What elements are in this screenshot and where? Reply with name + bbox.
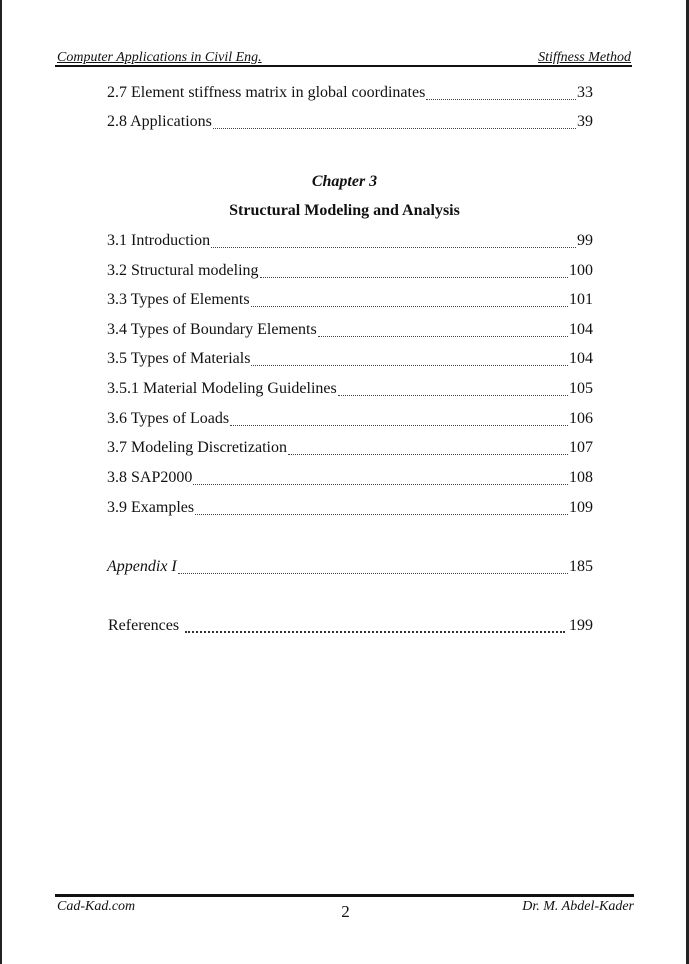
footer-rule <box>55 894 634 897</box>
toc-entry[interactable] <box>107 291 593 313</box>
toc-entry-page: 199 <box>569 617 593 634</box>
toc-entry-appendix[interactable] <box>107 558 593 580</box>
toc-entry[interactable] <box>107 232 593 254</box>
toc-entry-title: 3.9 Examples <box>107 499 195 516</box>
toc-entry-references[interactable] <box>108 617 593 639</box>
toc-entry-page: 101 <box>569 291 593 308</box>
chapter-title: Structural Modeling and Analysis <box>229 202 460 219</box>
footer-website: Cad-Kad.com <box>57 899 136 914</box>
toc-leader-dots <box>213 128 576 129</box>
toc-entry-title: 2.7 Element stiffness matrix in global coordinates <box>107 84 426 101</box>
toc-entry-title: 3.4 Types of Boundary Elements <box>107 321 317 338</box>
toc-leader-dots <box>251 365 568 366</box>
toc-entry-page: 100 <box>569 262 593 279</box>
toc-entry-page: 33 <box>577 84 593 101</box>
toc-entry-title: 3.5 Types of Materials <box>107 350 251 367</box>
toc-entry[interactable] <box>107 350 593 372</box>
toc-leader-dots <box>185 631 565 633</box>
toc-leader-dots <box>193 484 568 485</box>
toc-leader-dots <box>230 425 568 426</box>
toc-leader-dots <box>195 514 568 515</box>
toc-entry-page: 104 <box>569 350 593 367</box>
toc-leader-dots <box>338 395 568 396</box>
toc-entry-page: 185 <box>569 558 593 575</box>
toc-entry-page: 39 <box>577 113 593 130</box>
toc-entry-title: 3.7 Modeling Discretization <box>107 439 287 456</box>
toc-entry-title: 2.8 Applications <box>107 113 212 130</box>
page-number: 2 <box>341 902 350 921</box>
header-rule <box>55 65 632 67</box>
toc-leader-dots <box>251 306 568 307</box>
header-topic: Stiffness Method <box>538 50 631 65</box>
toc-entry-page: 104 <box>569 321 593 338</box>
toc-entry[interactable] <box>107 84 593 106</box>
toc-leader-dots <box>318 336 568 337</box>
toc-entry[interactable] <box>107 439 593 461</box>
header-course-title: Computer Applications in Civil Eng. <box>57 50 262 65</box>
toc-entry-page: 105 <box>569 380 593 397</box>
toc-entry[interactable] <box>107 321 593 343</box>
toc-entry[interactable] <box>107 113 593 135</box>
toc-leader-dots <box>288 454 568 455</box>
toc-entry-title: 3.2 Structural modeling <box>107 262 259 279</box>
toc-entry[interactable] <box>107 262 593 284</box>
toc-entry-page: 107 <box>569 439 593 456</box>
toc-leader-dots <box>211 247 576 248</box>
toc-entry-title: 3.3 Types of Elements <box>107 291 250 308</box>
toc-entry-page: 108 <box>569 469 593 486</box>
toc-entry-title: 3.8 SAP2000 <box>107 469 193 486</box>
toc-leader-dots <box>260 277 568 278</box>
toc-leader-dots <box>178 573 568 574</box>
toc-entry[interactable] <box>107 469 593 491</box>
footer-author: Dr. M. Abdel-Kader <box>522 899 634 914</box>
toc-entry-page: 106 <box>569 410 593 427</box>
toc-entry-title: 3.5.1 Material Modeling Guidelines <box>107 380 337 397</box>
toc-entry-page: 99 <box>577 232 593 249</box>
toc-leader-dots <box>426 99 576 100</box>
toc-entry[interactable] <box>107 380 593 402</box>
toc-entry-title: Appendix I <box>107 558 177 575</box>
toc-entry-title: References <box>108 617 180 634</box>
chapter-number: Chapter 3 <box>311 173 378 190</box>
toc-entry[interactable] <box>107 410 593 432</box>
toc-entry-page: 109 <box>569 499 593 516</box>
page-border-left <box>0 0 2 964</box>
toc-entry-title: 3.1 Introduction <box>107 232 211 249</box>
toc-entry-title: 3.6 Types of Loads <box>107 410 230 427</box>
toc-entry[interactable] <box>107 499 593 521</box>
